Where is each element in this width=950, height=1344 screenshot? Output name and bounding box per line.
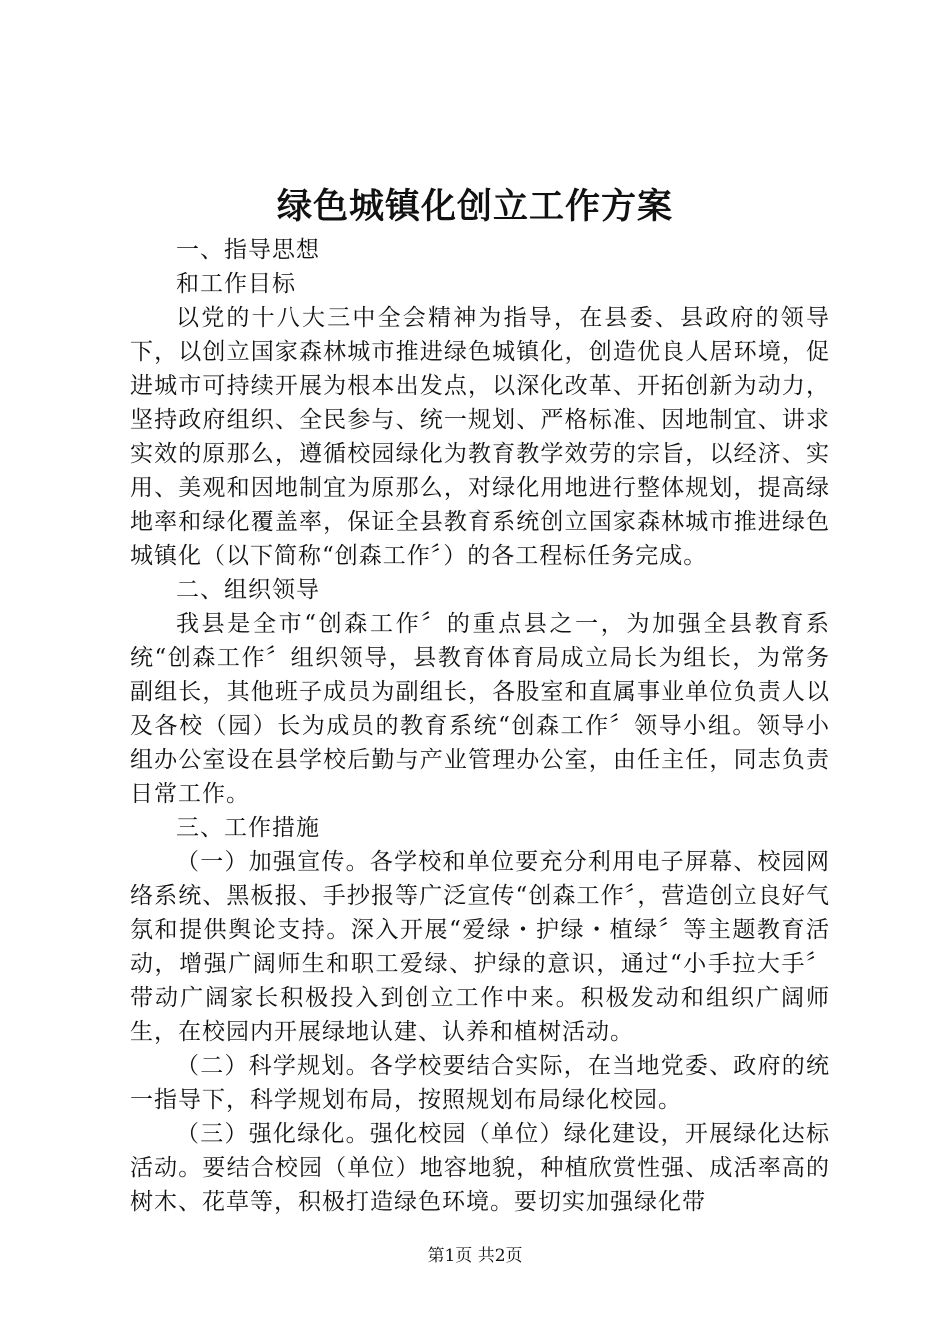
paragraph-organization: 我县是全市“创森工作〞的重点县之一，为加强全县教育系统“创森工作〞组织领导，县教育体育局成立局长为组长，为常务副组长，其他班子成员为副组长，各股室和直属事业单位负责人以及各校（园）长为成员的教育系统“创森工作〞领导小组。领导小组办公室设在县学校后勤与产业管理办公室，由任主任，同志负责日常工作。: [130, 611, 830, 807]
paragraph-measure-greening: （三）强化绿化。强化校园（单位）绿化建设，开展绿化达标活动。要结合校园（单位）地容地貌，种植欣赏性强、成活率高的树木、花草等，积极打造绿色环境。要切实加强绿化带: [130, 1121, 830, 1215]
section-heading-guiding-thought: 一、指导思想: [176, 237, 320, 263]
paragraph-guiding-principles: 以党的十八大三中全会精神为指导，在县委、县政府的领导下，以创立国家森林城市推进绿色城镇化，创造优良人居环境，促进城市可持续开展为根本出发点，以深化改革、开拓创新为动力，坚持政府组织、全民参与、统一规划、严格标准、因地制宜、讲求实效的原那么，遵循校园绿化为教育教学效劳的宗旨，以经济、实用、美观和因地制宜为原那么，对绿化用地进行整体规划，提高绿地率和绿化覆盖率，保证全县教育系统创立国家森林城市推进绿色城镇化（以下简称“创森工作〞）的各工程标任务完成。: [130, 305, 830, 569]
document-body: [130, 233, 830, 1219]
paragraph-measure-publicity: （一）加强宣传。各学校和单位要充分利用电子屏幕、校园网络系统、黑板报、手抄报等广泛宣传“创森工作〞，营造创立良好气氛和提供舆论支持。深入开展“爱绿・护绿・植绿〞等主题教育活动，增强广阔师生和职工爱绿、护绿的意识，通过“小手拉大手〞带动广阔家长积极投入到创立工作中来。积极发动和组织广阔师生，在校园内开展绿地认建、认养和植树活动。: [130, 849, 830, 1045]
section-heading-measures: 三、工作措施: [176, 815, 320, 841]
page-footer: 第1页 共2页: [427, 1246, 523, 1266]
paragraph-measure-planning: （二）科学规划。各学校要结合实际，在当地党委、政府的统一指导下，科学规划布局，按照规划布局绿化校园。: [130, 1053, 830, 1113]
document-title: 绿色城镇化创立工作方案: [276, 186, 673, 227]
section-heading-goals: 和工作目标: [176, 271, 296, 297]
section-heading-organization: 二、组织领导: [176, 577, 320, 603]
